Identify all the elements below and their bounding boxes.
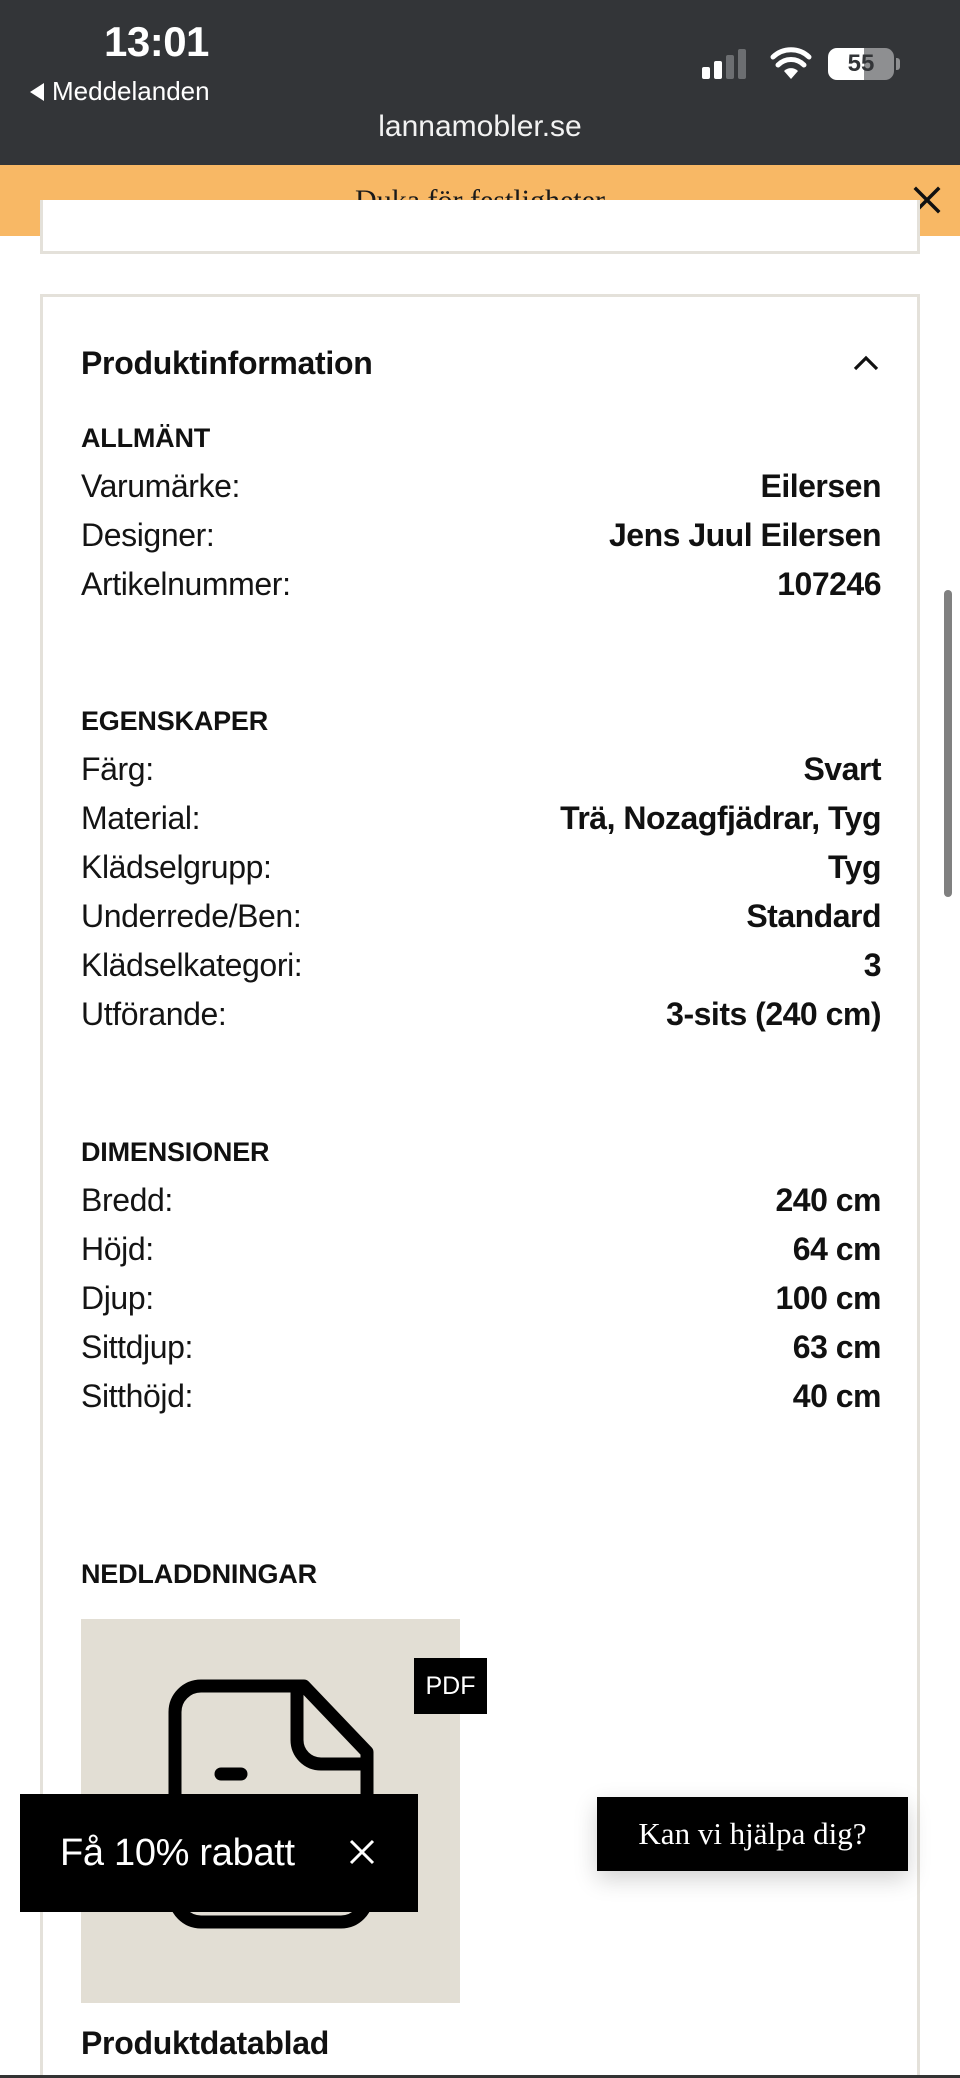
section-heading: NEDLADDNINGAR xyxy=(81,1559,317,1589)
spec-row xyxy=(81,1280,881,1329)
spec-label: Utförande: xyxy=(81,996,227,1032)
previous-accordion-card xyxy=(40,200,920,254)
spec-value: Jens Juul Eilersen xyxy=(608,517,881,553)
spec-label: Klädselkategori: xyxy=(81,947,303,983)
spec-value: Svart xyxy=(803,751,881,787)
spec-label: Material: xyxy=(81,800,201,836)
spec-value: 40 cm xyxy=(792,1378,881,1414)
back-app-label: Meddelanden xyxy=(52,76,210,106)
url-bar[interactable]: lannamobler.se xyxy=(378,110,582,143)
section-heading: EGENSKAPER xyxy=(81,706,269,736)
help-chat-label: Kan vi hjälpa dig? xyxy=(638,1816,867,1851)
section-downloads xyxy=(81,1559,881,1604)
spec-label: Artikelnummer: xyxy=(81,566,291,602)
spec-label: Sittdjup: xyxy=(81,1329,194,1365)
discount-popup-text[interactable]: Få 10% rabatt xyxy=(60,1831,295,1874)
spec-value: Eilersen xyxy=(760,468,881,504)
spec-row xyxy=(81,800,881,849)
accordion-title: Produktinformation xyxy=(81,344,373,381)
spec-value: 3-sits (240 cm) xyxy=(666,996,881,1032)
download-link-product-datasheet[interactable]: Produktdatablad xyxy=(81,2025,329,2061)
battery-level: 55 xyxy=(847,50,875,77)
spec-row xyxy=(81,996,881,1045)
spec-label: Designer: xyxy=(81,517,215,553)
section-properties xyxy=(81,706,881,1045)
battery-icon xyxy=(828,48,894,80)
pdf-badge: PDF xyxy=(414,1658,487,1714)
status-time: 13:01 xyxy=(104,18,209,65)
spec-value: 63 cm xyxy=(792,1329,881,1365)
back-arrow-icon xyxy=(30,83,44,101)
spec-row xyxy=(81,751,881,800)
spec-value: 100 cm xyxy=(775,1280,881,1316)
spec-label: Färg: xyxy=(81,751,154,787)
spec-row xyxy=(81,849,881,898)
spec-value: 64 cm xyxy=(792,1231,881,1267)
spec-row xyxy=(81,468,881,517)
battery-tip xyxy=(896,58,900,70)
spec-label: Underrede/Ben: xyxy=(81,898,302,934)
spec-row xyxy=(81,1182,881,1231)
section-heading: DIMENSIONER xyxy=(81,1137,270,1167)
wifi-icon xyxy=(770,46,812,80)
spec-value: 3 xyxy=(863,947,881,983)
help-chat-button[interactable] xyxy=(597,1797,908,1871)
cellular-signal-icon xyxy=(702,49,746,79)
status-bar xyxy=(0,0,960,165)
spec-label: Sitthöjd: xyxy=(81,1378,194,1414)
spec-row xyxy=(81,566,881,615)
spec-row xyxy=(81,1231,881,1280)
chevron-up-icon[interactable] xyxy=(851,352,881,374)
spec-value: Standard xyxy=(746,898,881,934)
spec-value: 240 cm xyxy=(775,1182,881,1218)
spec-value: Tyg xyxy=(827,849,881,885)
spec-label: Klädselgrupp: xyxy=(81,849,272,885)
spec-label: Bredd: xyxy=(81,1182,173,1218)
back-to-app-button[interactable] xyxy=(30,76,210,107)
spec-label: Höjd: xyxy=(81,1231,154,1267)
spec-row xyxy=(81,898,881,947)
spec-row xyxy=(81,1329,881,1378)
page-scrollbar[interactable] xyxy=(944,590,952,897)
close-icon[interactable] xyxy=(348,1838,376,1866)
spec-value: Trä, Nozagfjädrar, Tyg xyxy=(560,800,881,836)
section-general xyxy=(81,423,881,615)
spec-row xyxy=(81,947,881,996)
section-dimensions xyxy=(81,1137,881,1427)
accordion-header[interactable] xyxy=(81,341,881,385)
spec-label: Varumärke: xyxy=(81,468,241,504)
spec-value: 107246 xyxy=(777,566,881,602)
section-heading: ALLMÄNT xyxy=(81,423,211,453)
spec-row xyxy=(81,517,881,566)
discount-popup[interactable] xyxy=(20,1794,418,1912)
spec-label: Djup: xyxy=(81,1280,154,1316)
spec-row xyxy=(81,1378,881,1427)
